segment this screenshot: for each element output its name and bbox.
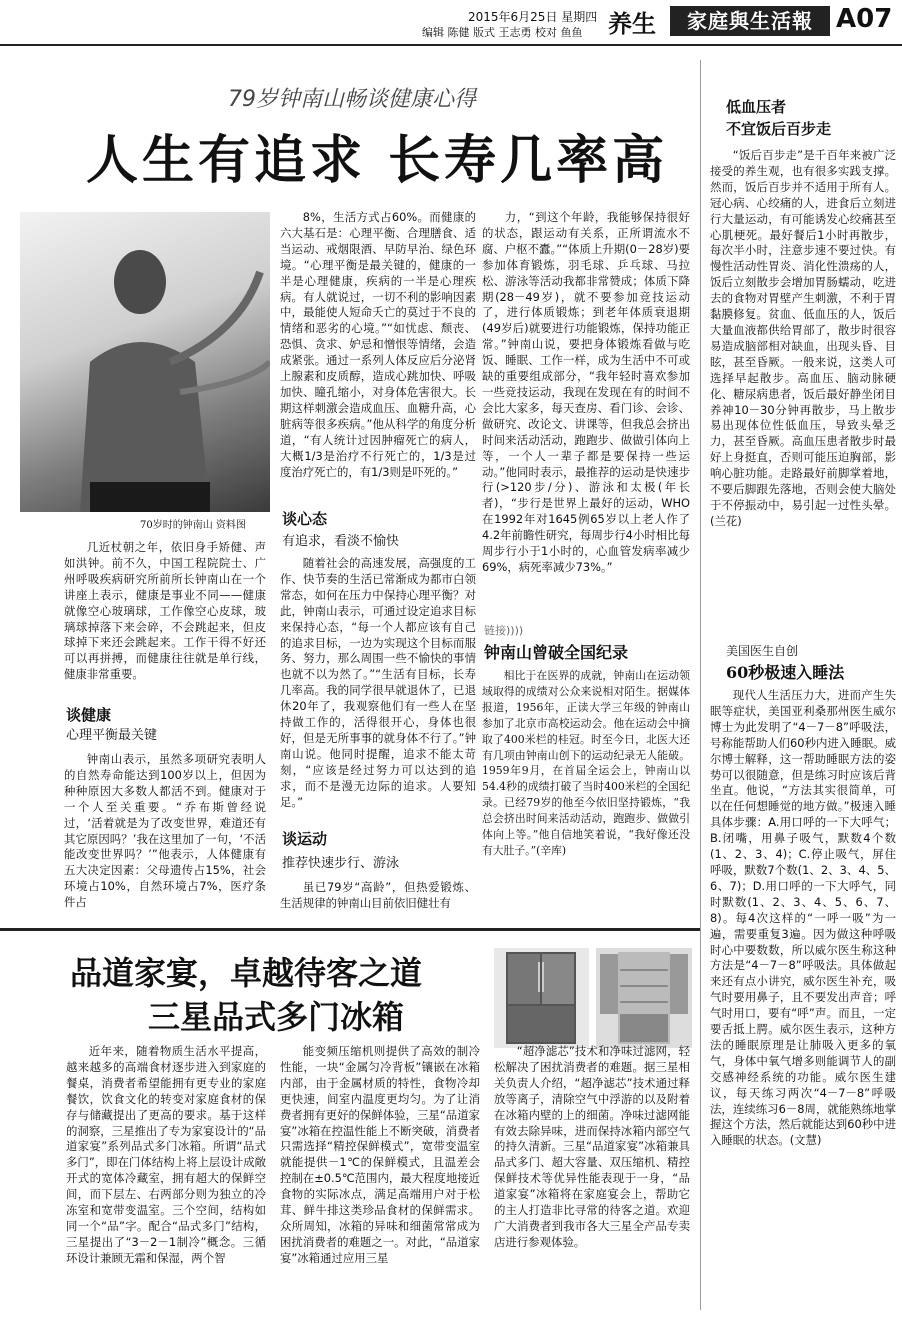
sleep-article-text: 现代人生活压力大，进而产生失眠等症状，美国亚利桑那州医生威尔博士为此发明了“4－7－8”呼吸法，号称能帮助人们60秒内进入睡眠。威尔博士解释，这一帮助睡眠方法的姿势可以很随意，但是练习时应该后背坐直。他说，“方法其实很简单，可以在任何想睡觉的地方做。”极速入睡具体步骤：A.用口呼的一下大呼气；B.闭嘴，用鼻子吸气，默数4个数(1、2、3、4)；C.停止吸气，屏住呼吸，默数7个数(1、2、3、4、5、6、7)；D.用口呼的一下大呼气，同时默数(1、2、3、4、5、6、7、8)。每4次这样的“一呼一吸”为一遍，需要重复3遍。因为做这种呼吸时心中要数数，所以威尔医生称这种方法是“4－7－8”呼吸法。具体做起来还有点小讲究，威尔医生补充，吸气时要用鼻子，且不要发出声音；呼气时用口，要有“呼”声。而且，一定要舌抵上腭。威尔医生表示，这种方法的睡眠原理是让肺吸入更多的氧气，身体中氧气增多则能调节人的副交感神经系统的功能。威尔医生建议，每天练习两次“4－7－8”呼吸法，连续练习6－8周，就能熟练地掌握这个方法，然后就能达到60秒中进入睡眠的状态。(文慧) <box>710 688 896 1148</box>
section-heading-exercise: 谈运动 <box>282 830 328 848</box>
ad-body-column-3: “超净滤芯”技术和净味过滤网，轻松解决了困扰消费者的难题。据三星相关负责人介绍，“超净滤芯”技术通过释放等离子，清除空气中浮游的以及附着在冰箱内壁的上的细菌。净味过滤网能有效去除异味，进而保持冰箱内部空气的持久清新。三星“品道家宴”冰箱兼具品式多门、超大容量、双压缩机、精控保鲜技术等优异性能表现于一身，“品道家宴”冰箱将在家庭宴会上，帮助它的主人打造非比寻常的待客之道。欢迎广大消费者到我市各大三星全产品专卖店进行参观体验。 <box>494 1044 690 1249</box>
newspaper-logo: 家庭與生活報 <box>670 6 830 36</box>
fridge-closed-illustration <box>494 948 589 1048</box>
ad-body-column-2: 能变频压缩机则提供了高效的制冷性能，一块“金属匀冷背板”镶嵌在冰箱内部，由于金属材质的特性，食物冷却更快速，间室内温度更均匀。为了让消费者拥有更好的保鲜体验，三星“品道家宴”冰箱在控温性能上不断突破，消费者只需选择“精控保鲜模式”，宽带变温室就能提供－1℃的保鲜模式，且温差会控制在±0.5℃范围内，最大程度地接近食物的实际冰点，满足高端用户对于松茸、鲜牛排这类珍品食材的保鲜需求。众所周知，冰箱的异味和细菌常常成为困扰消费者的难题之一。对此，“品道家宴”冰箱通过应用三星 <box>280 1044 480 1265</box>
editor-credits: 编辑 陈健 版式 王志勇 校对 鱼鱼 <box>422 26 583 39</box>
health-paragraph: 钟南山表示，虽然多项研究表明人的自然寿命能达到100岁以上，但因为种种原因大多数人都活不到。健康对于一个人至关重要。“乔布斯曾经说过，‘活着就是为了改变世界，难道还有其它原因吗？’我在这里加了一句，‘不活能改变世界吗？’”他表示，人体健康有五大决定因素：父母遗传占15%，社会环境占10%，自然环境占7%，医疗条件占 <box>64 752 266 910</box>
article-subtitle: 79岁钟南山畅谈健康心得 <box>228 87 476 112</box>
section-heading-health: 谈健康 <box>66 706 112 724</box>
record-paragraph: 相比于在医界的成就，钟南山在运动领域取得的成绩对公众来说相对陌生。据媒体报道，1956年，正读大学三年级的钟南山参加了北京市高校运动会。他在运动会中摘取了400米栏的桂冠。时至今日，北医大还有几项由钟南山创下的运动纪录无人能破。1959年9月，在首届全运会上，钟南山以54.4秒的成绩打破了当时400米栏的全国纪录。已经79岁的他至今依旧坚持锻炼，“我总会挤出时间来活动活动，跑跑步、做做引体向上等。”他自信地笑着说，“我好像还没有大肚子。”(辛库) <box>482 669 690 857</box>
ad-title-line1: 品道家宴，卓越待客之道 <box>70 954 423 992</box>
link-tag: 链接)))) <box>484 624 524 637</box>
section-subheading-mindset: 有追求，看淡不愉快 <box>282 534 400 549</box>
header-rule <box>0 44 902 46</box>
body-column-3a: 力，“到这个年龄，我能够保持很好的状态，跟运动有关系，正所谓流水不腐、户枢不蠹。”“体质上升期(0－28岁)要参加体育锻炼，羽毛球、乒乓球、马拉松、游泳等活动我都非常赞成；体质下降期(28－49岁)，就不要参加竞技运动了，进行体质锻炼；到老年体质衰退期(49岁后)就要进行功能锻炼，保持功能正常。”钟南山说，要把身体锻炼看做与吃饭、睡眠、工作一样，成为生活中不可或缺的重要组成部分，“我年轻时喜欢参加一些竞技运动，我现在发现在有的时间不会比大家多，每天查房、看门诊、会诊、做研究、改论文、讲课等，但我总会挤出时间来活动活动，跑跑步、做做引体向上等，一个人一辈子都是要保持一些运动。”他同时表示，最推荐的运动是快速步行(>120步/分)、游泳和太极(年长者)，“步行是世界上最好的运动，WHO在1992年对1645例65岁以上老人作了4.2年前瞻性研究，每周步行4小时相比每周步行小于1小时的，心血管发病率减少69%，病死率减少73%。” <box>482 210 690 574</box>
photo-caption: 70岁时的钟南山 资料图 <box>140 520 246 531</box>
right-heading-line2: 不宜饭后百步走 <box>726 120 832 138</box>
section-name: 养生 <box>608 10 656 38</box>
article-headline: 人生有追求 长寿几率高 <box>86 130 669 191</box>
body-column-2a: 8%，生活方式占60%。而健康的六大基石是：心理平衡、合理膳食、适当运动、戒烟限酒、早防早治、绿色环境。“心理平衡是最关键的，健康的一半是心理健康，疾病的一半是心理疾病。有人就说过，一切不利的影响因素中，最能使人短命夭亡的莫过于不良的情绪和恶劣的心境。”“如忧虑、颓丧、恐惧、贪求、妒忌和憎恨等情绪，会造成紧张。通过一系列人体反应后分泌肾上腺素和皮质醇，造成心跳加快、呼吸加快、瞳孔缩小，对身体危害很大。长期这样刺激会造成血压、血糖升高，心脏病等很多疾病。”他从科学的角度分析道，“有人统计过因肿瘤死亡的病人，大概1/3是治疗不行死亡的，1/3是过度治疗死亡的，有1/3则是吓死的。” <box>280 210 476 479</box>
intro-paragraph: 几近杖朝之年，依旧身手矫健、声如洪钟。前不久，中国工程院院士、广州呼吸疾病研究所前所长钟南山在一个讲座上表示，健康是事业不同——健康就像空心玻璃球，工作像空心皮球，玻璃球掉落下来会碎，不会跳起来，但皮球掉下来还会跳起来。工作干得不好还可以再拼搏，而健康往往就是单行线，健康非常重要。 <box>64 540 266 682</box>
section-subheading-exercise: 推荐快速步行、游泳 <box>282 856 400 871</box>
issue-date: 2015年6月25日 星期四 <box>468 10 598 24</box>
ad-body-column-1: 近年来，随着物质生活水平提高，越来越多的高端食材逐步进入到家庭的餐桌，消费者希望能拥有更专业的家庭餐饮，饮食文化的转变对家庭食材的保存与储藏提出了更高的要求。基于这样的洞察，三星推出了专为家宴设计的“品道家宴”系列品式多门冰箱。所谓“品式多门”，即在门体结构上将上层设计成敞开式的宽体冷藏室，拥有超大的保鲜空间，而下层左、右两部分则为独立的冷冻室和宽带变温室。三个空间，结构如同一个“品”字。配合“品式多门”结构，三星提出了“3－2－1制冷”概念。三循环设计兼顾无霜和保湿，两个智 <box>66 1044 266 1265</box>
column-divider <box>700 60 701 1310</box>
body-column-2b: 随着社会的高速发展，高强度的工作、快节奏的生活已常渐成为都市白领常态，如何在压力中保持心理平衡？对此，钟南山表示，可通过设定追求目标来保持心态，“每一个人都应该有自己的追求目标，一边为实现这个目标而服务、努力，那么周围一些不愉快的事情也就不以为然了。”“生活有目标，长寿几率高。我的同学很早就退休了，已退休20年了，我观察他们有一些人在坚持做工作的，活得很开心，身体也很好，但是无所事事的就身体不行了。”钟南山说。他同时提醒，追求不能太苛刻，“应该是经过努力可以达到的追求，而不是漫无边际的追求。人要知足。” <box>280 556 476 809</box>
ad-title-line2: 三星品式多门冰箱 <box>148 998 405 1036</box>
page-number: A07 <box>836 4 893 34</box>
right-heading-line1: 低血压者 <box>726 98 787 116</box>
fridge-photo-open <box>596 948 692 1048</box>
walking-article-text: “饭后百步走”是千百年来被广泛接受的养生观，也有很多实践支撑。然而，饭后百步并不适用于所有人。冠心病、心绞痛的人，进食后立刻进行大量运动，有可能诱发心绞痛甚至心肌梗死。最好餐后1小时再散步，每次半小时，注意步速不要过快。有慢性活动性胃炎、消化性溃疡的人，饭后立刻散步会增加胃肠蠕动，吃进去的食物对胃壁产生刺激，不利于胃黏膜修复。贫血、低血压的人，饭后大量血液都供给胃部了，散步时很容易造成脑部相对缺血，出现头昏、目眩，甚至昏厥。一般来说，这类人可选择早起散步。高血压、脑动脉硬化、糖尿病患者，饭后最好静坐闭目养神10－30分钟再散步，马上散步易出现体位性低血压，导致头晕乏力，甚至昏厥。高血压患者散步时最好上身挺直，否则可能压迫胸部，影响心脏功能。走路最好前脚掌着地，不要后脚跟先落地，否则会使大脑处于不停振动中，易引起一过性头晕。(兰花) <box>710 148 896 528</box>
section-subheading-health: 心理平衡最关键 <box>66 728 158 743</box>
sidebar-heading-record: 钟南山曾破全国纪录 <box>484 643 629 662</box>
right-kicker: 美国医生自创 <box>726 644 799 658</box>
fridge-open-illustration <box>596 948 692 1048</box>
swimmer-illustration <box>20 212 270 512</box>
sleep-article-heading: 60秒极速入睡法 <box>726 663 845 682</box>
body-column-2c: 虽已79岁“高龄”，但热爱锻炼、生活规律的钟南山目前依旧健壮有 <box>280 880 476 910</box>
section-heading-mindset: 谈心态 <box>282 510 328 528</box>
ad-top-rule <box>0 928 700 931</box>
portrait-photo <box>20 212 270 512</box>
fridge-photo-closed <box>494 948 589 1048</box>
